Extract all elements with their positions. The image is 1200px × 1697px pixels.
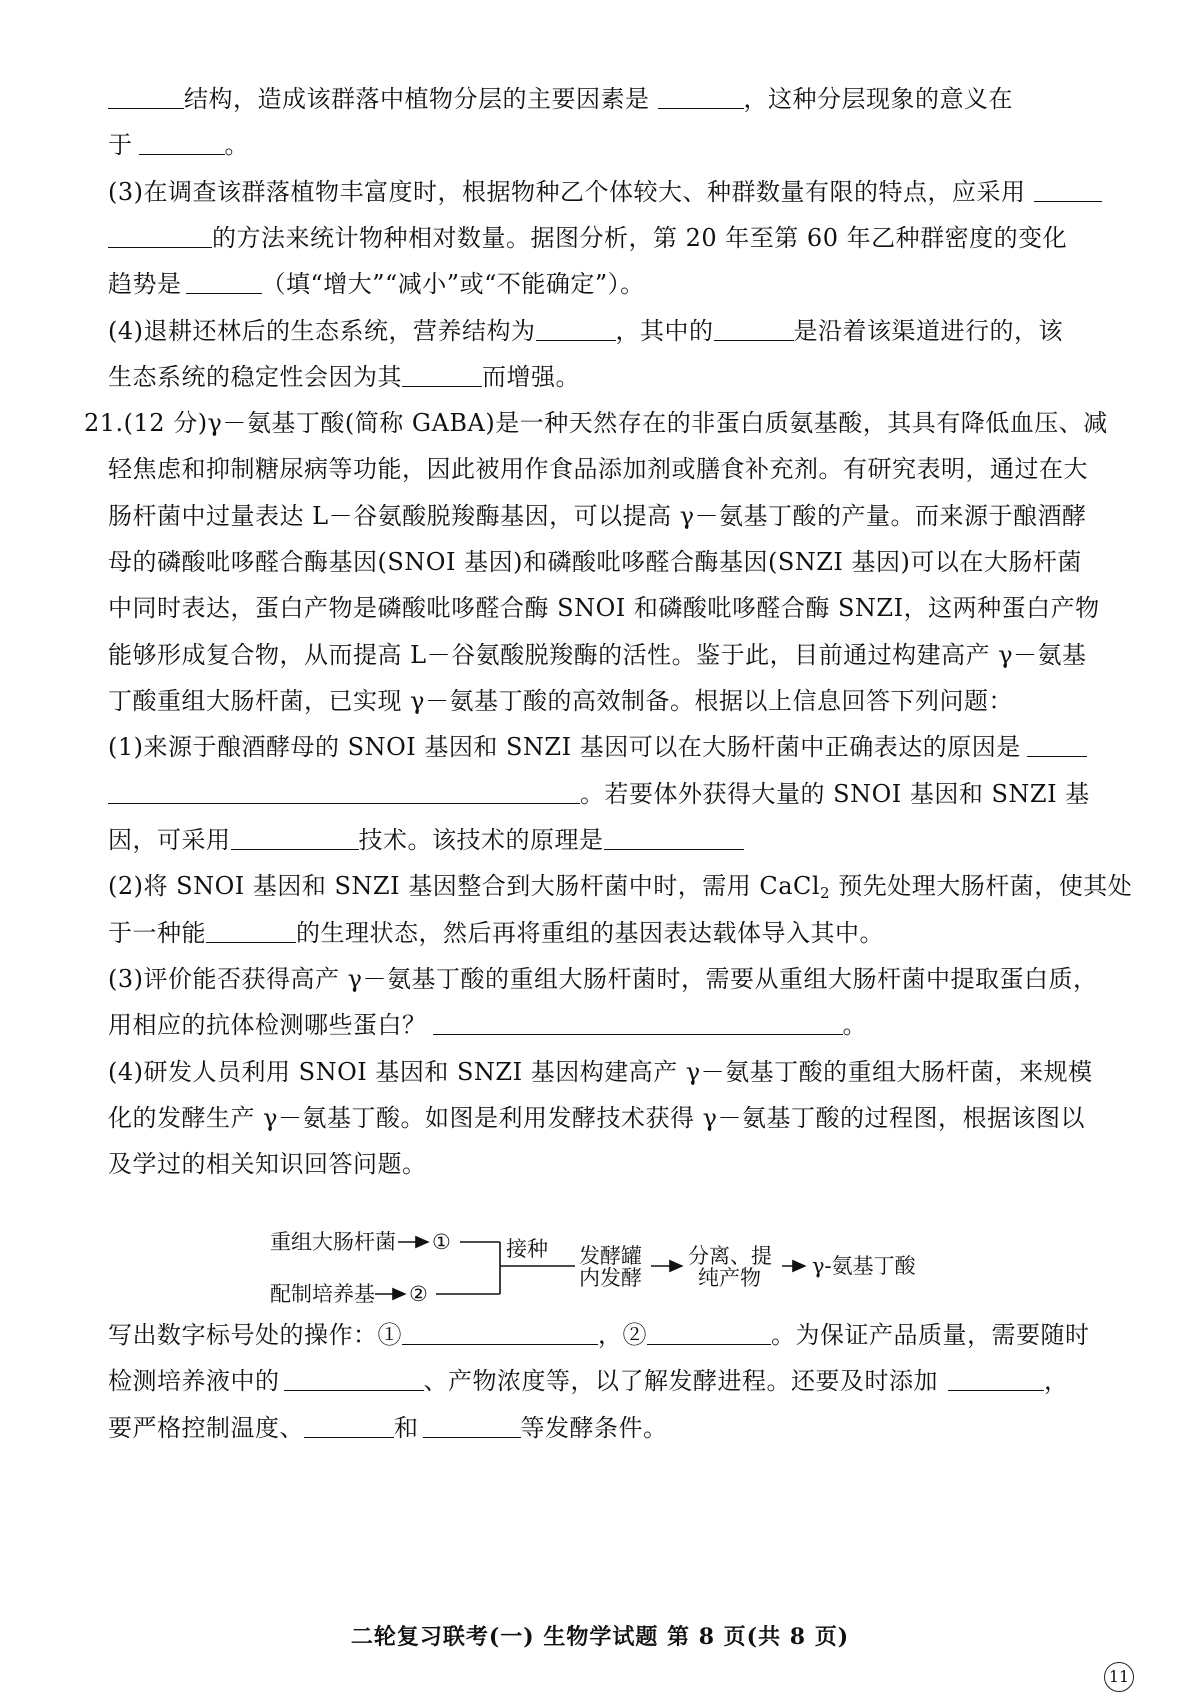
page-mark: 11	[1104, 1662, 1134, 1692]
text-line-23: 化的发酵生产 γ－氨基丁酸。如图是利用发酵技术获得 γ－氨基丁酸的过程图，根据该图以	[108, 1104, 1085, 1132]
text-line-5: 趋势是 （填“增大”“减小”或“不能确定”）。	[108, 270, 645, 298]
text-line-1: 结构，造成该群落中植物分层的主要因素是 ，这种分层现象的意义在	[108, 82, 1013, 116]
text-line-3: (3)在调查该群落植物丰富度时，根据物种乙个体较大、种群数量有限的特点，应采用	[108, 175, 1102, 209]
answer-blank[interactable]	[284, 1368, 424, 1391]
text-line-15: (1)来源于酿酒酵母的 SNOI 基因和 SNZI 基因可以在大肠杆菌中正确表达的原因是	[108, 730, 1087, 764]
answer-blank[interactable]	[304, 1415, 394, 1438]
text-line-4: 的方法来统计物种相对数量。据图分析，第 20 年至第 60 年乙种群密度的变化	[108, 221, 1067, 255]
text-line-16: 。若要体外获得大量的 SNOI 基因和 SNZI 基	[108, 777, 1090, 811]
text-line-19: 于一种能 的生理状态，然后再将重组的基因表达载体导入其中。	[108, 919, 884, 947]
text-line-9: 轻焦虑和抑制糖尿病等功能，因此被用作食品添加剂或膳食补充剂。有研究表明，通过在大	[108, 455, 1088, 483]
node-prepare-medium: 配制培养基	[270, 1282, 375, 1306]
text-line-22: (4)研发人员利用 SNOI 基因和 SNZI 基因构建高产 γ－氨基丁酸的重组大肠杆菌，来规模	[108, 1058, 1093, 1086]
answer-blank[interactable]	[647, 1322, 771, 1345]
node-fermentation-2: 内发酵	[579, 1266, 642, 1290]
answer-blank[interactable]	[948, 1368, 1044, 1391]
node-recombinant-ecoli: 重组大肠杆菌	[270, 1230, 396, 1254]
step-2-marker: ②	[409, 1282, 428, 1306]
page-footer: 二轮复习联考(一) 生物学试题 第 8 页(共 8 页)	[350, 1624, 850, 1650]
text-line-20: (3)评价能否获得高产 γ－氨基丁酸的重组大肠杆菌时，需要从重组大肠杆菌中提取蛋白质，	[108, 965, 1098, 993]
text-line-10: 肠杆菌中过量表达 L－谷氨酸脱羧酶基因，可以提高 γ－氨基丁酸的产量。而来源于酿酒酵	[108, 502, 1087, 530]
label-inoculation: 接种	[506, 1237, 548, 1261]
text-line-17: 因，可采用 技术。该技术的原理是	[108, 823, 744, 857]
node-gaba: γ-氨基丁酸	[812, 1254, 916, 1278]
text-line-7: 生态系统的稳定性会因为其 而增强。	[108, 363, 580, 391]
step-1-marker: ①	[432, 1230, 451, 1254]
node-fermentation-1: 发酵罐	[579, 1244, 642, 1268]
text-line-6: (4)退耕还林后的生态系统，营养结构为 ，其中的 是沿着该渠道进行的，该	[108, 317, 1063, 345]
text-line-2: 于 。	[108, 131, 249, 159]
node-separation-1: 分离、提	[688, 1244, 772, 1268]
node-separation-2: 纯产物	[698, 1266, 761, 1290]
question-21-heading: 21.(12 分)γ－氨基丁酸(简称 GABA)是一种天然存在的非蛋白质氨基酸，其具有降低血压、减	[84, 409, 1108, 437]
text-line-24: 及学过的相关知识回答问题。	[108, 1150, 427, 1178]
answer-blank[interactable]	[423, 1415, 521, 1438]
text-line-25: 写出数字标号处的操作：① ，② 。为保证产品质量，需要随时	[108, 1321, 1090, 1349]
text-line-27: 要严格控制温度、 和 等发酵条件。	[108, 1414, 668, 1442]
text-line-13: 能够形成复合物，从而提高 L－谷氨酸脱羧酶的活性。鉴于此，目前通过构建高产 γ－氨基	[108, 641, 1087, 669]
text-line-21: 用相应的抗体检测哪些蛋白？ 。	[108, 1011, 867, 1039]
text-line-14: 丁酸重组大肠杆菌，已实现 γ－氨基丁酸的高效制备。根据以上信息回答下列问题：	[108, 687, 1013, 715]
text-line-26: 检测培养液中的 、产物浓度等，以了解发酵进程。还要及时添加 ，	[108, 1367, 1069, 1395]
text-line-12: 中同时表达，蛋白产物是磷酸吡哆醛合酶 SNOI 和磷酸吡哆醛合酶 SNZI，这两种蛋白产物	[108, 594, 1100, 622]
answer-blank[interactable]	[402, 1322, 598, 1345]
text-line-11: 母的磷酸吡哆醛合酶基因(SNOI 基因)和磷酸吡哆醛合酶基因(SNZI 基因)可以在大肠杆菌	[108, 548, 1082, 576]
text-line-18: (2)将 SNOI 基因和 SNZI 基因整合到大肠杆菌中时，需用 CaCl$_2$ 预先处理大肠杆菌，使其处	[108, 872, 1133, 902]
